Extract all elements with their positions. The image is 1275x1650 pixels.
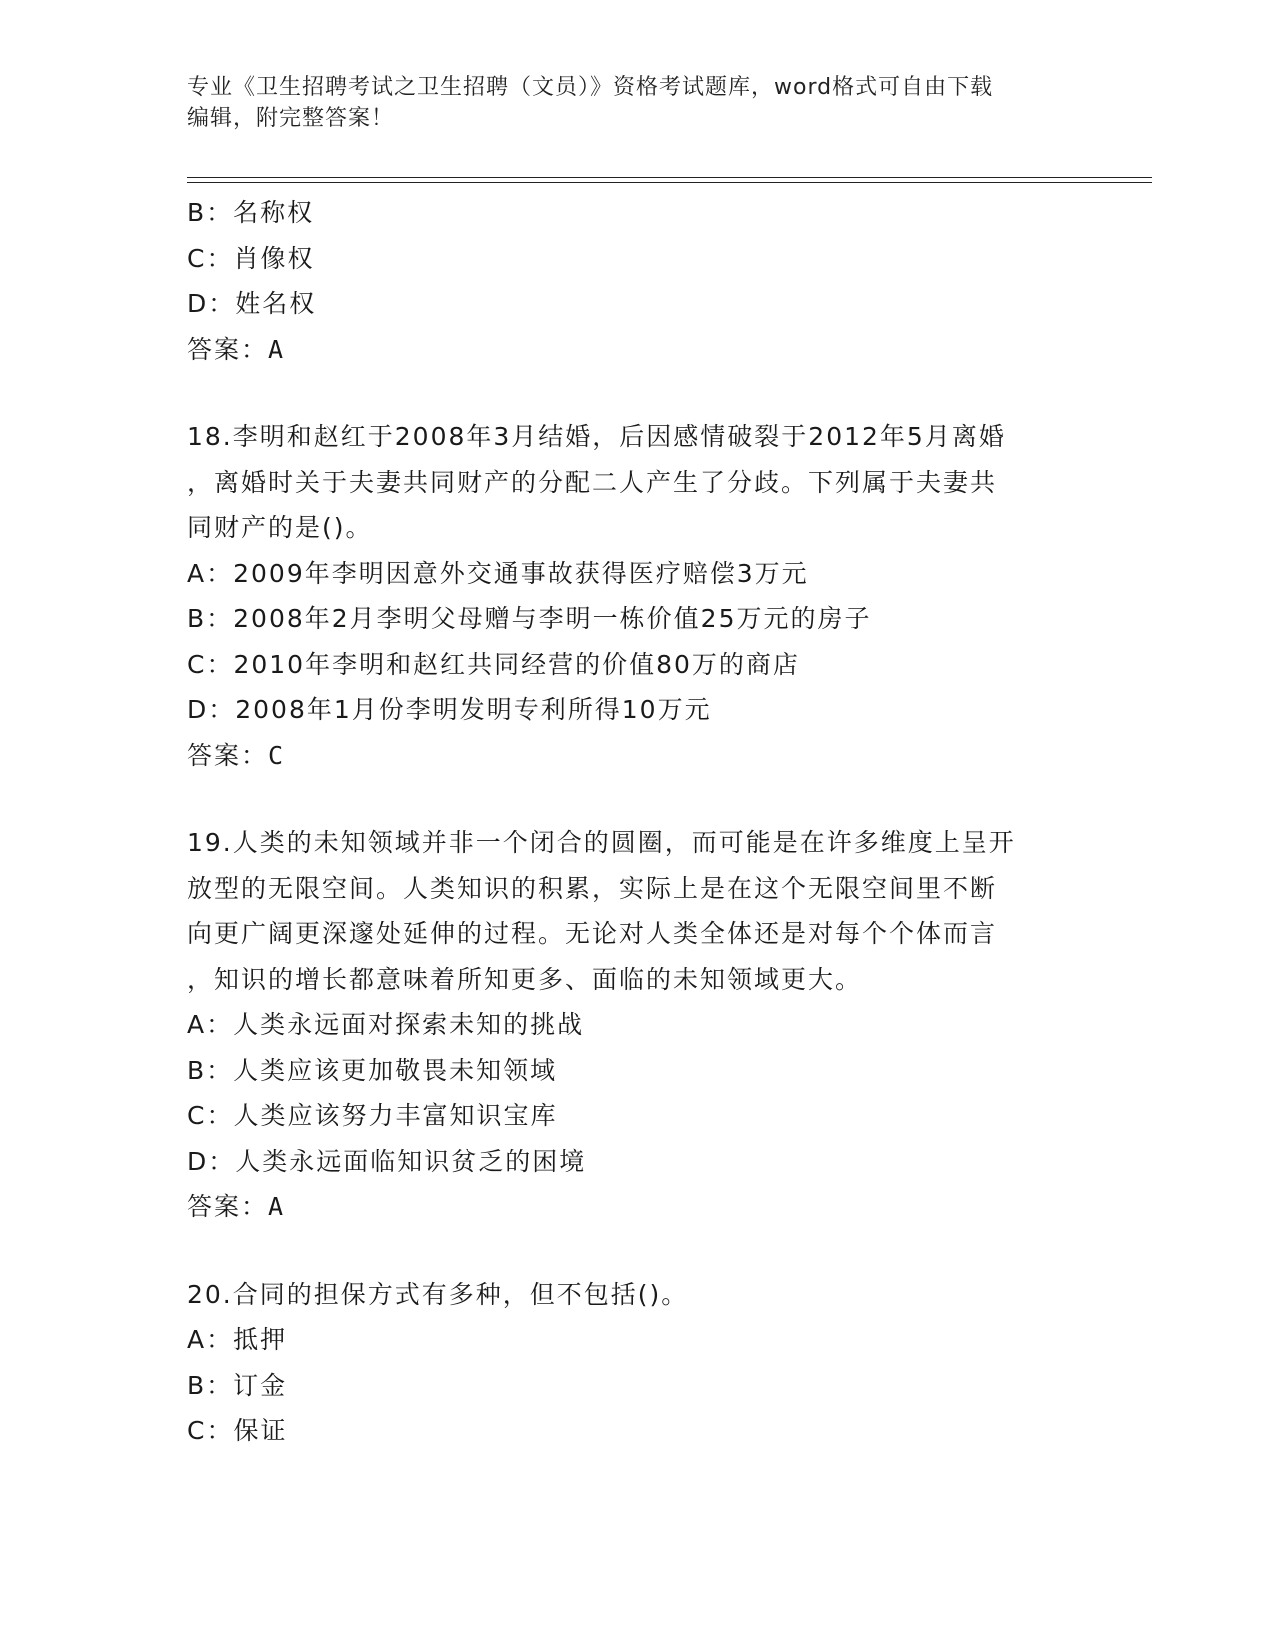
- option-c: C：保证: [187, 1416, 288, 1445]
- option-d: D：姓名权: [187, 289, 317, 318]
- option-a: A：2009年李明因意外交通事故获得医疗赔偿3万元: [187, 558, 809, 588]
- answer-label: 答案：: [187, 1192, 269, 1221]
- question-stem-line: 同财产的是()。: [187, 513, 373, 542]
- document-header: [187, 72, 1067, 134]
- option-c: C：2010年李明和赵红共同经营的价值80万的商店: [187, 649, 800, 679]
- answer-line: [187, 1184, 1087, 1230]
- question-17: [187, 190, 1087, 372]
- option-c: C：肖像权: [187, 243, 315, 273]
- question-list: [187, 190, 1087, 1454]
- answer-value: C: [268, 740, 285, 770]
- option-d: D：2008年1月份李明发明专利所得10万元: [187, 695, 712, 724]
- answer-value: A: [268, 334, 285, 364]
- answer-line: [187, 733, 1087, 779]
- header-line-1: 专业《卫生招聘考试之卫生招聘（文员）》资格考试题库，word格式可自由下载: [187, 75, 994, 100]
- header-rule-top: [187, 177, 1152, 178]
- option-a: A：人类永远面对探索未知的挑战: [187, 1010, 585, 1039]
- question-stem-line: 19.人类的未知领域并非一个闭合的圆圈，而可能是在许多维度上呈开: [187, 828, 1016, 857]
- answer-value: A: [268, 1192, 285, 1221]
- question-stem-line: 向更广阔更深邃处延伸的过程。无论对人类全体还是对每个个体而言: [187, 919, 998, 948]
- option-c: C：人类应该努力丰富知识宝库: [187, 1101, 558, 1130]
- question-stem-line: ，离婚时关于夫妻共同财产的分配二人产生了分歧。下列属于夫妻共: [187, 467, 998, 497]
- option-b: B：名称权: [187, 198, 315, 227]
- question-19: [187, 820, 1087, 1230]
- option-b: B：订金: [187, 1370, 288, 1400]
- option-b: B：人类应该更加敬畏未知领域: [187, 1055, 558, 1085]
- answer-line: [187, 327, 1087, 373]
- option-a: A：抵押: [187, 1325, 288, 1354]
- question-stem-line: 放型的无限空间。人类知识的积累，实际上是在这个无限空间里不断: [187, 873, 998, 903]
- question-18: [187, 414, 1087, 778]
- option-b: B：2008年2月李明父母赠与李明一栋价值25万元的房子: [187, 604, 872, 633]
- question-20: [187, 1272, 1087, 1454]
- answer-label: 答案：: [187, 740, 269, 770]
- question-stem-line: 20.合同的担保方式有多种，但不包括()。: [187, 1279, 689, 1309]
- header-rule-bottom: [187, 182, 1152, 183]
- option-d: D：人类永远面临知识贫乏的困境: [187, 1146, 587, 1176]
- question-stem-line: ，知识的增长都意味着所知更多、面临的未知领域更大。: [187, 964, 863, 994]
- answer-label: 答案：: [187, 334, 269, 364]
- header-line-2: 编辑，附完整答案！: [187, 106, 395, 131]
- question-stem-line: 18.李明和赵红于2008年3月结婚，后因感情破裂于2012年5月离婚: [187, 422, 1006, 451]
